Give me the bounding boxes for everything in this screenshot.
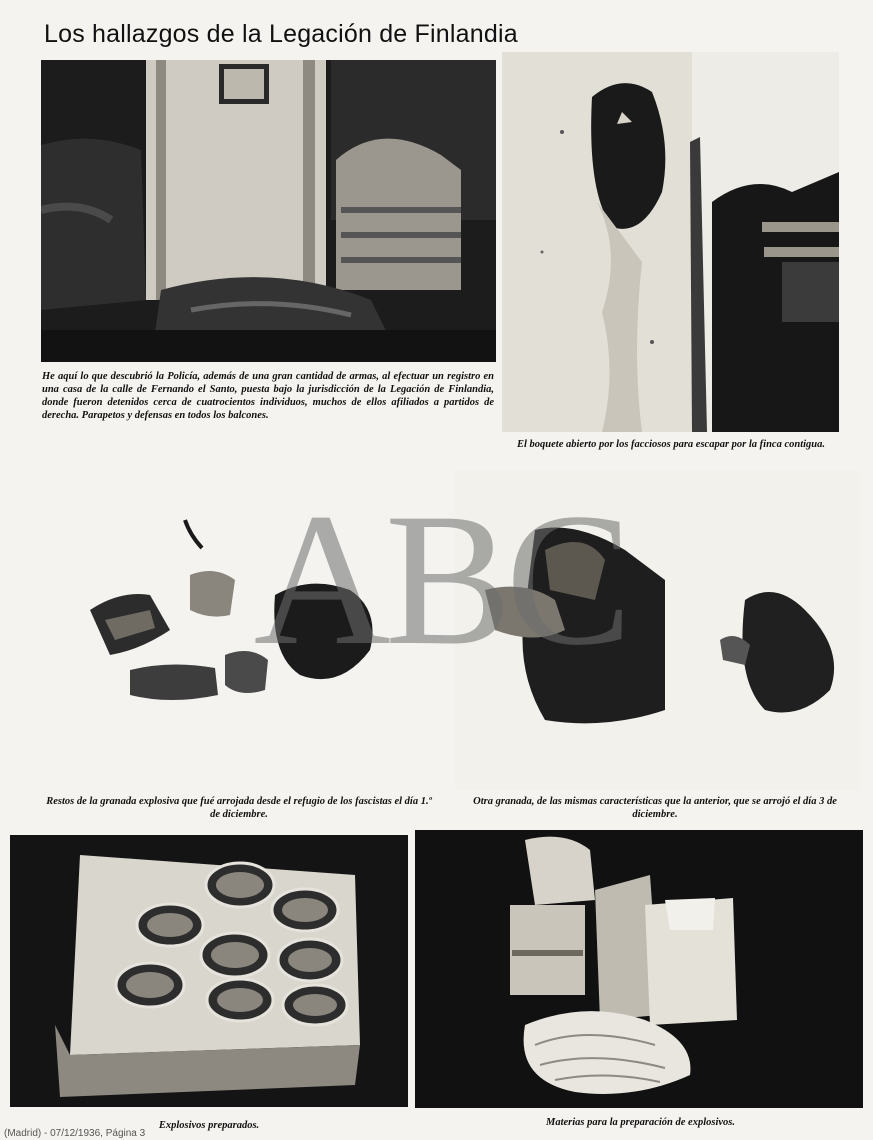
page-footer: (Madrid) - 07/12/1936, Página 3 (4, 1128, 146, 1139)
photo-grenade-remains (30, 480, 450, 790)
caption-grenade-remains: Restos de la granada explosiva que fué arrojada desde el refugio de los fascistas el día 1.º de diciembre. (46, 796, 432, 820)
photo-prepared-explosives (10, 835, 408, 1107)
photo-wall-hole (502, 52, 839, 432)
photo-explosive-materials (415, 830, 863, 1108)
page-title: Los hallazgos de la Legación de Finlandia (44, 20, 518, 48)
caption-balcony-parapets: He aquí lo que descubrió la Policía, además de una gran cantidad de armas, al efectuar un registro en una casa de la calle de Fernando el Santo, puesta bajo la jurisdicción de la Legación de Finlandia, donde fueron detenidos cerca de cuatrocientos individuos, muchos de ellos afiliados a partidos de derecha. Parapetos y defensas en todos los balcones. (42, 371, 494, 421)
abc-watermark: ABC (253, 475, 627, 685)
caption-prepared-explosives: Explosivos preparados. (158, 1120, 260, 1131)
caption-wall-hole: El boquete abierto por los facciosos para escapar por la finca contigua. (517, 439, 825, 450)
photo-balcony-parapets (41, 60, 496, 362)
photo-second-grenade (455, 470, 860, 790)
caption-second-grenade: Otra granada, de las mismas características que la anterior, que se arrojó el día 3 de diciembre. (473, 796, 837, 820)
caption-explosive-materials: Materias para la preparación de explosivos. (546, 1117, 735, 1128)
